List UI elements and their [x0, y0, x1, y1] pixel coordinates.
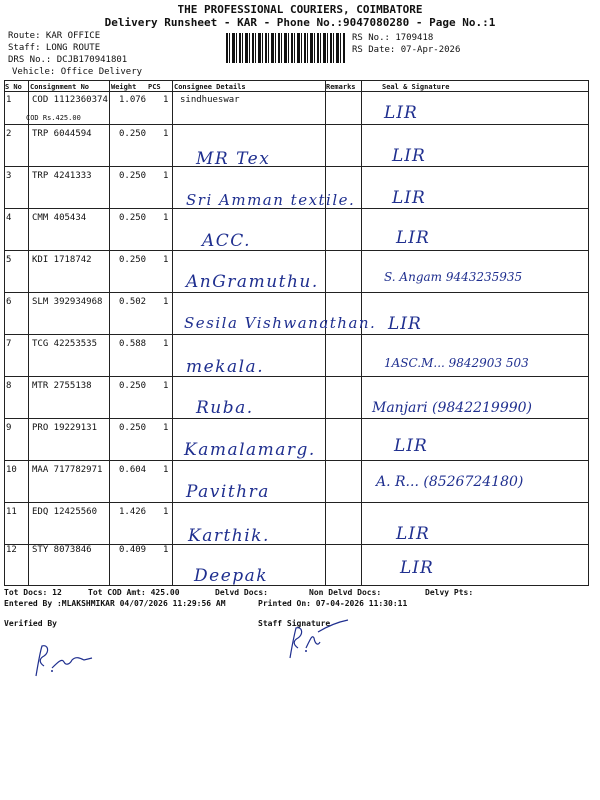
row-7-consignment: TCG 42253535: [32, 339, 98, 349]
row-7-signature: 1ASC.M... 9842903 503: [384, 356, 529, 370]
row-6-sno: 6: [6, 297, 12, 307]
row-1-consignment: COD 1112360374: [32, 95, 108, 105]
row-12-consignment: STY 8073846: [32, 545, 92, 555]
row-9-consignee: Kamalamarg.: [184, 440, 316, 460]
row-1-weight: 1.076: [119, 95, 147, 105]
runsheet-subtitle: Delivery Runsheet - KAR - Phone No.:9047080280 - Page No.:1: [104, 16, 496, 29]
row-10-consignee: Pavithra: [186, 482, 270, 502]
rs-date: RS Date: 07-Apr-2026: [352, 45, 461, 55]
printed-on: Printed On: 07-04-2026 11:30:11: [258, 599, 408, 608]
row-4-sno: 4: [6, 213, 12, 223]
row-7-weight: 0.588: [119, 339, 147, 349]
row-6-weight: 0.502: [119, 297, 147, 307]
row-6-consignee: Sesila Vishwanathan.: [184, 314, 377, 332]
row-4-signature: LIR: [396, 228, 430, 248]
row-7-pcs: 1: [163, 339, 169, 349]
row-1-cod-note: COD Rs.425.00: [26, 114, 81, 122]
row-8-weight: 0.250: [119, 381, 147, 391]
non-delivered-docs: Non Delvd Docs:: [309, 588, 382, 597]
row-6-pcs: 1: [163, 297, 169, 307]
row-4-weight: 0.250: [119, 213, 147, 223]
col-header-remarks: Remarks: [326, 83, 356, 91]
row-12-sno: 12: [6, 545, 17, 555]
row-10-signature: A. R... (8526724180): [376, 474, 524, 490]
row-3-consignee: Sri Amman textile.: [186, 191, 356, 209]
row-2-consignment: TRP 6044594: [32, 129, 92, 139]
row-1-signature: LIR: [384, 103, 418, 123]
row-6-consignment: SLM 392934968: [32, 297, 103, 307]
row-3-consignment: TRP 4241333: [32, 171, 92, 181]
row-2-signature: LIR: [392, 146, 426, 166]
delivered-docs: Delvd Docs:: [215, 588, 268, 597]
col-header-seal: Seal & Signature: [382, 83, 450, 91]
row-2-consignee: MR Tex: [196, 149, 271, 169]
row-11-consignment: EDQ 12425560: [32, 507, 98, 517]
row-5-signature: S. Angam 9443235935: [384, 270, 523, 284]
row-10-pcs: 1: [163, 465, 169, 475]
row-1-sno: 1: [6, 95, 12, 105]
row-7-consignee: mekala.: [186, 357, 265, 377]
row-8-consignment: MTR 2755138: [32, 381, 92, 391]
entered-by: Entered By :MLAKSHMIKAR 04/07/2026 11:29:56 AM: [4, 599, 226, 608]
col-header-pcs: PCS: [148, 83, 161, 91]
total-cod-amount: Tot COD Amt: 425.00: [88, 588, 180, 597]
row-1-pcs: 1: [163, 95, 169, 105]
barcode-image: [226, 33, 346, 63]
vehicle-label: Vehicle: Office Delivery: [12, 67, 143, 77]
row-1-consignee: sindhueswar: [180, 95, 240, 105]
row-10-consignment: MAA 717782971: [32, 465, 103, 475]
row-9-pcs: 1: [163, 423, 169, 433]
row-11-signature: LIR: [396, 524, 430, 544]
staff-label: Staff: LONG ROUTE: [8, 43, 101, 53]
row-5-consignee: AnGramuthu.: [186, 272, 319, 292]
row-2-sno: 2: [6, 129, 12, 139]
col-header-consignment: Consignment No: [30, 83, 90, 91]
row-9-signature: LIR: [394, 436, 428, 456]
row-12-pcs: 1: [163, 545, 169, 555]
row-2-weight: 0.250: [119, 129, 147, 139]
row-8-signature: Manjari (9842219990): [372, 400, 533, 416]
row-7-sno: 7: [6, 339, 12, 349]
total-docs: Tot Docs: 12: [4, 588, 62, 597]
row-10-weight: 0.604: [119, 465, 147, 475]
row-5-sno: 5: [6, 255, 12, 265]
row-12-consignee: Deepak: [194, 566, 269, 586]
row-8-pcs: 1: [163, 381, 169, 391]
rs-number: RS No.: 1709418: [352, 33, 434, 43]
route-label: Route: KAR OFFICE: [8, 31, 101, 41]
row-2-pcs: 1: [163, 129, 169, 139]
verified-signature-scribble: [30, 638, 100, 683]
row-11-weight: 1.426: [119, 507, 147, 517]
row-11-pcs: 1: [163, 507, 169, 517]
col-header-sno: S No: [5, 83, 22, 91]
row-9-consignment: PRO 19229131: [32, 423, 98, 433]
row-4-consignee: ACC.: [202, 231, 252, 251]
row-3-sno: 3: [6, 171, 12, 181]
delivery-points: Delvy Pts:: [425, 588, 474, 597]
row-10-sno: 10: [6, 465, 17, 475]
row-9-weight: 0.250: [119, 423, 147, 433]
verified-by-label: Verified By: [4, 619, 57, 628]
row-8-sno: 8: [6, 381, 12, 391]
row-11-sno: 11: [6, 507, 17, 517]
row-12-weight: 0.409: [119, 545, 147, 555]
col-header-weight: Weight: [111, 83, 137, 91]
staff-signature-label: Staff Signature: [258, 619, 331, 628]
row-9-sno: 9: [6, 423, 12, 433]
staff-signature-scribble: [282, 618, 352, 663]
row-4-consignment: CMM 405434: [32, 213, 87, 223]
drs-number: DRS No.: DCJB170941801: [8, 55, 128, 65]
row-12-signature: LIR: [400, 558, 434, 578]
company-title: THE PROFESSIONAL COURIERS, COIMBATORE: [177, 3, 423, 16]
col-header-consignee: Consignee Details: [174, 83, 246, 91]
row-3-weight: 0.250: [119, 171, 147, 181]
row-3-signature: LIR: [392, 188, 426, 208]
row-5-pcs: 1: [163, 255, 169, 265]
row-3-pcs: 1: [163, 171, 169, 181]
row-6-signature: LIR: [388, 314, 422, 334]
row-5-consignment: KDI 1718742: [32, 255, 92, 265]
row-11-consignee: Karthik.: [188, 526, 270, 546]
row-5-weight: 0.250: [119, 255, 147, 265]
row-4-pcs: 1: [163, 213, 169, 223]
row-8-consignee: Ruba.: [196, 398, 254, 418]
